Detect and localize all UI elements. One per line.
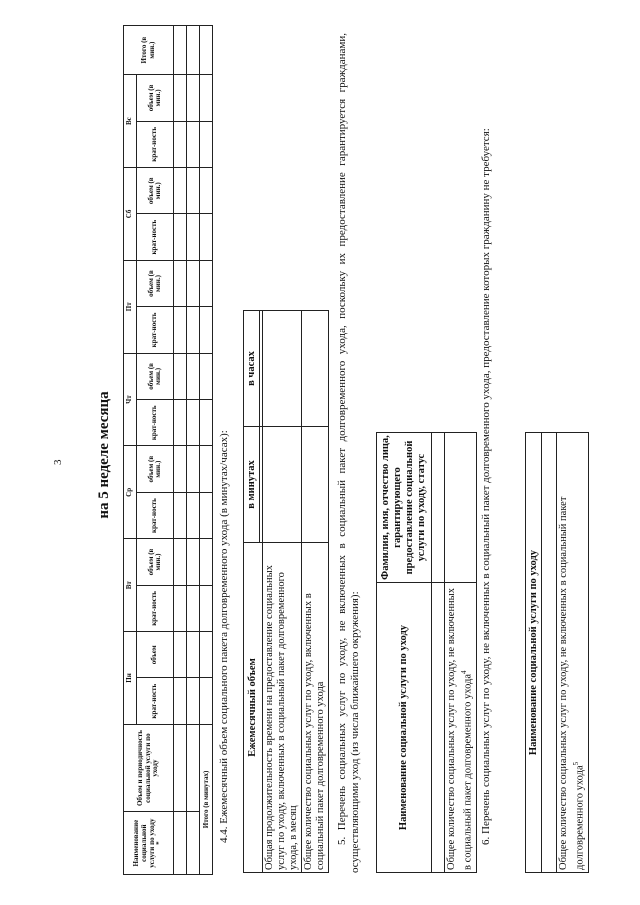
subheader-vol: объем (в мин.) [137,353,174,399]
section-4-4-text: 4.4. Ежемесячный объем социального пакета долговременного ухода (в минутах/часах): [218,430,230,843]
subheader-freq: крат-ность [137,678,174,724]
row-total-duration: Общая продолжительность времени на предоставление социальных услуг по уходу, включенных в социальный пакет долговременного ухода, в месяц [263,543,302,873]
total-row [200,26,213,875]
table-row [432,433,445,873]
section-6-text: 6. Перечень социальных услуг по уходу, не включенных в социальный пакет долговременного ухода, предоставление которых гражданину не требуется: [480,128,492,845]
total-row-label: Итого (в минутах) [200,724,213,874]
header-hours: в часах [244,311,260,427]
table-row [445,433,477,873]
table-row [174,26,187,875]
subheader-freq: крат-ность [137,214,174,260]
header-service-name: Наименование социальной услуги по уходу [526,433,542,873]
day-header-fri: Пт [124,260,137,353]
col-header-service: Наименование социальной услуги по уходу * [124,812,174,875]
col-header-volume: Объем и периодичность социальной услуги по уходу [124,724,174,811]
subheader-freq: крат-ность [137,492,174,538]
header-guarantor: Фамилия, имя, отчество лица, гарантирующего предоставление социальной услуги по уходу, статус [377,433,432,583]
day-header-sun: Вс [124,75,137,168]
table-row [557,433,589,873]
section-5-text: 5. Перечень социальных услуг по уходу, не включенных в социальный пакет долговременного ухода, поскольку их предоставление гарантируется гражданами, осуществляющими уход (из числа ближайшего окружения): [336,33,361,873]
subheader-freq: крат-ность [137,400,174,446]
table-row [187,26,200,875]
day-header-thu: Чт [124,353,137,446]
subheader-vol: объем (в мин.) [137,75,174,121]
day-header-tue: Вт [124,539,137,632]
day-header-wed: Ср [124,446,137,539]
page-heading: на 5 неделе месяца [96,391,112,519]
subheader-vol: объем (в мин.) [137,168,174,214]
day-header-sat: Сб [124,168,137,261]
monthly-volume-table [243,310,329,873]
table-6-footer: Общее количество социальных услуг по уходу, не включенных в социальный пакет долговременного ухода$^5$ [557,433,589,873]
subheader-freq: крат-ность [137,585,174,631]
subheader-freq: крат-ность [137,307,174,353]
table-services-not-required [525,432,589,873]
subheader-vol: объем (в мин.) [137,539,174,585]
header-monthly-volume: Ежемесячный объем [244,543,263,873]
table-5-footer: Общее количество социальных услуг по уходу, не включенных в социальный пакет долговременного ухода$^4$ [445,583,477,873]
table-row [302,311,329,873]
header-minutes: в минутах [244,427,260,543]
subheader-vol: объем (в мин.) [137,446,174,492]
weekly-schedule-table [123,25,213,875]
day-header-mon: Пн [124,632,137,725]
subheader-vol: объем (в мин.) [137,260,174,306]
subheader-freq: крат-ность [137,121,174,167]
subheader-vol: объем [137,632,174,678]
row-total-count: Общее количество социальных услуг по уходу, включенных в социальный пакет долговременного ухода [302,543,329,873]
table-services-by-relatives [376,432,477,873]
table-row [542,433,557,873]
page-number: 3 [52,459,64,465]
header-service-name: Наименование социальной услуги по уходу [377,583,432,873]
table-row [263,311,302,873]
col-header-total: Итого (в мин.) [124,26,174,75]
